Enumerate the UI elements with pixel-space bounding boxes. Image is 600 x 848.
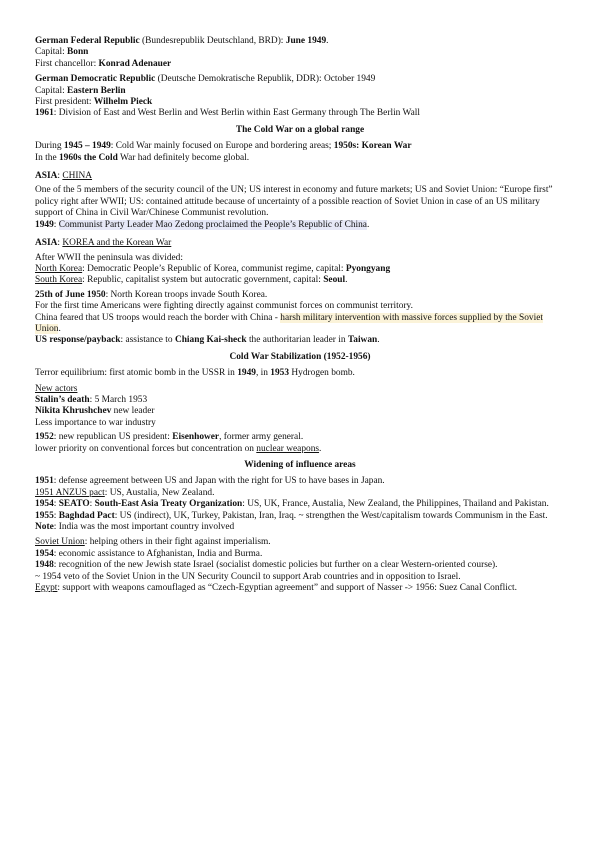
china-title: ASIA: CHINA [35,171,93,182]
israel-line: 1948: recognition of the new Jewish state Israel (socialist domestic policies but further on a clear Western-oriented course). [35,560,498,571]
berlin-wall-line: 1961: Division of East and West Berlin and West Berlin within East Germany through The Berlin Wall [35,108,421,119]
china-intervention: China feared that US troops would reach the border with China - harsh military intervention with massive forces supplied by the Soviet Union. [35,312,543,334]
global-line-1: During 1945 – 1949: Cold War mainly focused on Europe and bordering areas; 1950s: Korean War [35,141,412,152]
document-page [35,36,565,594]
frg-capital: Capital: Bonn [35,47,89,58]
frg-line-1: German Federal Republic (Bundesrepublik Deutschland, BRD): June 1949. [35,36,329,46]
korea-title: ASIA: KOREA and the Korean War [35,238,172,249]
korea-invasion-line: 25th of June 1950: North Korean troops invade South Korea. [35,289,268,300]
us-japan-line: 1951: defense agreement between US and Japan with the right for US to have bases in Japan. [35,476,385,487]
terror-equilibrium: Terror equilibrium: first atomic bomb in the USSR in 1949, in 1953 Hydrogen bomb. [35,368,355,379]
veto-line: ~ 1954 veto of the Soviet Union in the UN Security Council to support Arab countries and in opposition to Israel. [35,571,461,582]
anzus-line: 1951 ANZUS pact: US, Austalia, New Zealand. [35,487,215,498]
heading-widening: Widening of influence areas [244,460,356,470]
stalin-death: Stalin’s death: 5 March 1953 [35,394,148,405]
highlight-prc: Communist Party Leader Mao Zedong proclaimed the People’s Republic of China [58,219,367,230]
egypt-line: Egypt: support with weapons camouflaged as “Czech-Egyptian agreement” and support of Nasser -> 1956: Suez Canal Conflict. [35,583,517,594]
seato-line: 1954: SEATO: South-East Asia Treaty Organization: US, UK, France, Austalia, New Zealand, the Philippines, Thailand and Pakistan. [35,499,549,510]
china-paragraph: One of the 5 members of the security council of the UN; US interest in economy and future markets; US and Soviet Union: “Europe first” policy right after WWII; US: contained attitude because of uncertainty of a possible reaction of Soviet Union in case of an US military support of China in Civil War/Chinese Communist revolution. [35,185,553,219]
afghanistan-line: 1954: economic assistance to Afghanistan, India and Burma. [35,548,263,559]
korea-divided: After WWII the peninsula was divided: [35,252,183,263]
heading-global: The Cold War on a global range [235,124,365,135]
khrushchev-line: Nikita Khrushchev new leader [35,406,155,417]
baghdad-line: 1955: Baghdad Pact: US (indirect), UK, Turkey, Pakistan, Iran, Iraq. ~ strengthen the West/capitalism towards Communism in the East. Note: India was the most important country involved [35,510,548,533]
soviet-union-line: Soviet Union: helping others in their fight against imperialism. [35,537,271,548]
frg-chancellor: First chancellor: Konrad Adenauer [35,58,172,69]
highlight-intervention: harsh military intervention with massive forces supplied by the Soviet Union [35,312,543,334]
less-importance: Less importance to war industry [35,417,156,428]
nuclear-line: lower priority on conventional forces but concentration on nuclear weapons. [35,443,322,454]
global-line-2: In the 1960s the Cold War had definitely become global. [35,152,250,163]
new-actors: New actors [35,383,78,394]
gdr-line-1: German Democratic Republic (Deutsche Demokratische Republik, DDR): October 1949 [35,74,376,85]
korea-first-time: For the first time Americans were fighting directly against communist forces on communist territory. [35,301,413,312]
heading-stabilization: Cold War Stabilization (1952-1956) [229,351,371,362]
north-korea-line: North Korea: Democratic People’s Republic of Korea, communist regime, capital: Pyongyang [35,263,391,274]
eisenhower-line: 1952: new republican US president: Eisenhower, former army general. [35,432,304,443]
south-korea-line: South Korea: Republic, capitalist system but autocratic government, capital: Seoul. [35,275,348,286]
gdr-president: First president: Wilhelm Pieck [35,97,153,108]
us-response-line: US response/payback: assistance to Chiang Kai-sheck the authoritarian leader in Taiwan. [35,335,380,346]
gdr-capital: Capital: Eastern Berlin [35,85,126,96]
china-1949-line: 1949: Communist Party Leader Mao Zedong proclaimed the People’s Republic of China. [35,219,370,230]
